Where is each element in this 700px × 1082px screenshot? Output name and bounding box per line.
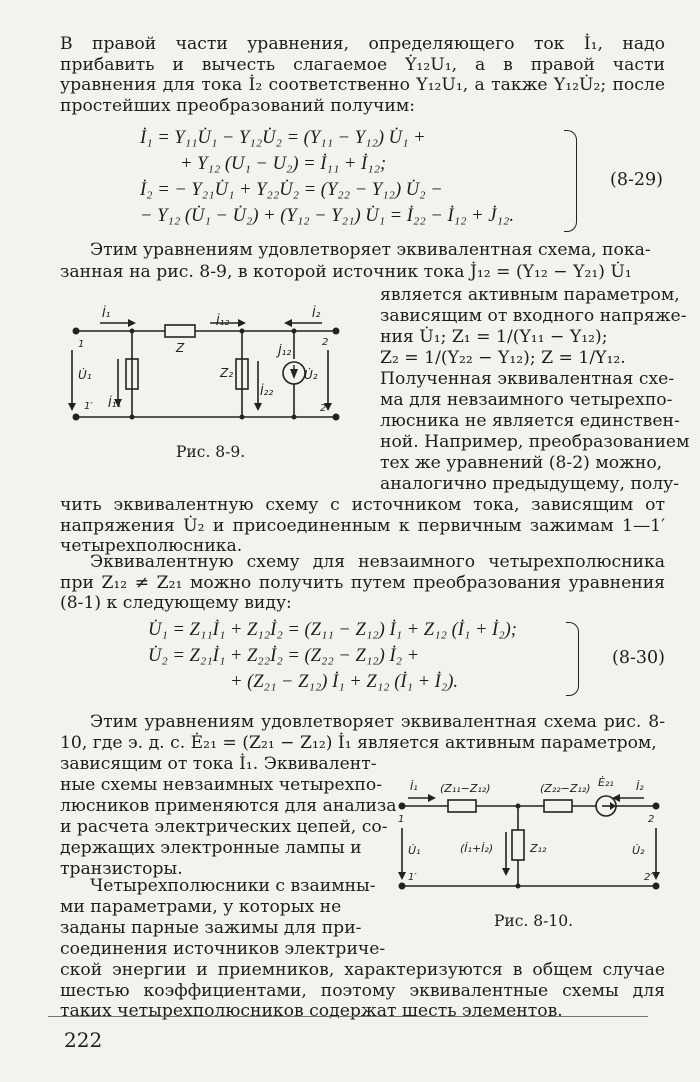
wrap-line: транзисторы. — [60, 859, 183, 879]
figure-8-10-caption: Рис. 8-10. — [494, 912, 574, 930]
label-terminal-2p: 2′ — [644, 872, 653, 883]
figure-8-10-circuit — [392, 770, 674, 898]
label-z2: Z₂ — [220, 366, 234, 380]
eq-829-line1: İ₁ = Y₁₁U̇₁ − Y₁₂U̇₂ = (Y₁₁ − Y₁₂) U̇₁ + — [140, 128, 426, 148]
label-i11: İ₁₁ — [108, 396, 122, 410]
wrap-line: тех же уравнений (8-2) можно, — [380, 453, 663, 473]
resistor-z12 — [512, 830, 524, 860]
label-u2: U̇₂ — [304, 368, 318, 382]
label-i2: İ₂ — [636, 780, 644, 793]
label-z: Z — [176, 341, 185, 355]
eq-number-8-29: (8-29) — [610, 170, 663, 190]
paragraph-3: Эквивалентную схему для невзаимного четырехполюсника при Z₁₂ ≠ Z₂₁ можно получить путем преобразования уравнения (8-1) к следующему виду: — [60, 552, 665, 613]
label-terminal-2: 2 — [322, 337, 329, 348]
wrap-line: ми параметрами, у которых не — [60, 897, 342, 917]
wrap-line: Z₂ = 1/(Y₂₂ − Y₁₂); Z = 1/Y₁₂. — [380, 348, 626, 368]
label-u2: U̇₂ — [632, 844, 645, 857]
terminal-2 — [653, 803, 660, 810]
terminal-1 — [73, 328, 80, 335]
paragraph-4-first: Этим уравнениям удовлетворяет эквивалентная схема рис. 8-10, где э. д. с. Ė₂₁ = (Z₂₁ − Z₁₂) İ₁ является активным параметром, — [60, 712, 665, 753]
footer-rule — [48, 1016, 648, 1017]
eq-830-line2: U̇₂ = Z₂₁İ₁ + Z₂₂İ₂ = (Z₂₂ − Z₁₂) İ₂ + — [148, 646, 420, 666]
label-u1: U̇₁ — [408, 844, 421, 857]
label-terminal-2p: 2′ — [320, 403, 329, 414]
wrap-line: ной. Например, преобразованием — [380, 432, 690, 452]
terminal-2-prime — [333, 414, 340, 421]
label-i22: İ₂₂ — [260, 384, 274, 398]
figure-8-9-caption: Рис. 8-9. — [176, 443, 246, 461]
wrap-line: люсников применяются для анализа — [60, 796, 397, 816]
label-i2: İ₂ — [312, 306, 321, 320]
wrap-line: зависящим от входного напряже- — [380, 306, 687, 326]
terminal-1-prime — [73, 414, 80, 421]
eq-829-line3: İ₂ = − Y₂₁U̇₁ + Y₂₂U̇₂ = (Y₂₂ − Y₁₂) U̇₂ − — [140, 180, 443, 200]
paragraph-2-first: Этим уравнениям удовлетворяет эквивалентная схема, пока- — [90, 240, 651, 260]
label-i1-plus-i2: (İ₁+İ₂) — [460, 842, 494, 855]
eq-829-line2: + Y₁₂ (U₁ − U₂) = İ₁₁ + İ₁₂; — [180, 154, 387, 174]
label-z22-z12: (Z₂₂−Z₁₂) — [540, 782, 591, 795]
wrap-line: является активным параметром, — [380, 285, 680, 305]
label-terminal-2: 2 — [648, 814, 655, 825]
label-i12: İ₁₂ — [216, 314, 230, 328]
page-number: 222 — [64, 1028, 103, 1052]
resistor-z11-z12 — [448, 800, 476, 812]
terminal-1-prime — [399, 883, 406, 890]
wrap-line: зависящим от тока İ₁. Эквивалент- — [60, 754, 377, 774]
wrap-line: Полученная эквивалентная схе- — [380, 369, 675, 389]
wrap-line: держащих электронные лампы и — [60, 838, 362, 858]
eq-830-line1: U̇₁ = Z₁₁İ₁ + Z₁₂İ₂ = (Z₁₁ − Z₁₂) İ₁ + Z₁₂ (İ₁ + İ₂); — [148, 620, 517, 640]
label-i1: İ₁ — [102, 306, 111, 320]
label-terminal-1p: 1′ — [84, 401, 93, 412]
brace-8-29 — [564, 130, 577, 232]
resistor-z22-z12 — [544, 800, 572, 812]
label-terminal-1: 1 — [78, 339, 85, 350]
label-j12: J̇₁₂ — [278, 344, 292, 358]
wrap-line: люсника не является единствен- — [380, 411, 680, 431]
paragraph-intro: В правой части уравнения, определяющего ток İ₁, надо прибавить и вычесть слагаемое Ẏ₁₂U₁, а в правой части уравнения для тока İ₂ соответственно Y₁₂U₁, а также Y₁₂U̇₂; после простейших преобразований получим: — [60, 34, 665, 116]
label-terminal-1: 1 — [398, 814, 405, 825]
resistor-z — [165, 325, 195, 337]
paragraph-2-rest: чить эквивалентную схему с источником тока, зависящим от напряжения U̇₂ и присоединенным к первичным зажимам 1—1′ четырехполюсника. — [60, 495, 665, 556]
wrap-line: заданы парные зажимы для при- — [60, 918, 362, 938]
wrap-line: ния U̇₁; Z₁ = 1/(Y₁₁ − Y₁₂); — [380, 327, 608, 347]
wrap-line: Четырехполюсники с взаимны- — [90, 876, 376, 896]
label-e21: Ė₂₁ — [598, 776, 614, 789]
terminal-2-prime — [653, 883, 660, 890]
eq-number-8-30: (8-30) — [612, 648, 665, 668]
terminal-1 — [399, 803, 406, 810]
wrap-line: аналогично предыдущему, полу- — [380, 474, 680, 494]
wrap-line: ма для невзаимного четырехпо- — [380, 390, 673, 410]
label-z11-z12: (Z₁₁−Z₁₂) — [440, 782, 491, 795]
wrap-line: и расчета электрических цепей, со- — [60, 817, 388, 837]
label-u1: U̇₁ — [78, 368, 92, 382]
eq-829-line4: − Y₁₂ (U̇₁ − U̇₂) + (Y₁₂ − Y₂₁) U̇₁ = İ₂₂ − İ₁₂ + J̇₁₂. — [140, 206, 514, 226]
label-i1: İ₁ — [410, 780, 418, 793]
eq-830-line3: + (Z₂₁ − Z₁₂) İ₁ + Z₁₂ (İ₁ + İ₂). — [230, 672, 459, 692]
label-terminal-1p: 1′ — [408, 872, 417, 883]
brace-8-30 — [566, 622, 579, 696]
paragraph-2-second: занная на рис. 8-9, в которой источник тока J̇₁₂ = (Y₁₂ − Y₂₁) U̇₁ — [60, 262, 632, 282]
wrap-line: ные схемы невзаимных четырехпо- — [60, 775, 383, 795]
terminal-2 — [333, 328, 340, 335]
figure-8-9-circuit — [60, 295, 360, 435]
paragraph-5-rest: ской энергии и приемников, характеризуются в общем случае шестью коэффициентами, поэтому эквивалентные схемы для таких четырехполюсников содержат шесть элементов. — [60, 960, 665, 1021]
wrap-line: соединения источников электриче- — [60, 939, 386, 959]
label-z12: Z₁₂ — [530, 842, 547, 855]
